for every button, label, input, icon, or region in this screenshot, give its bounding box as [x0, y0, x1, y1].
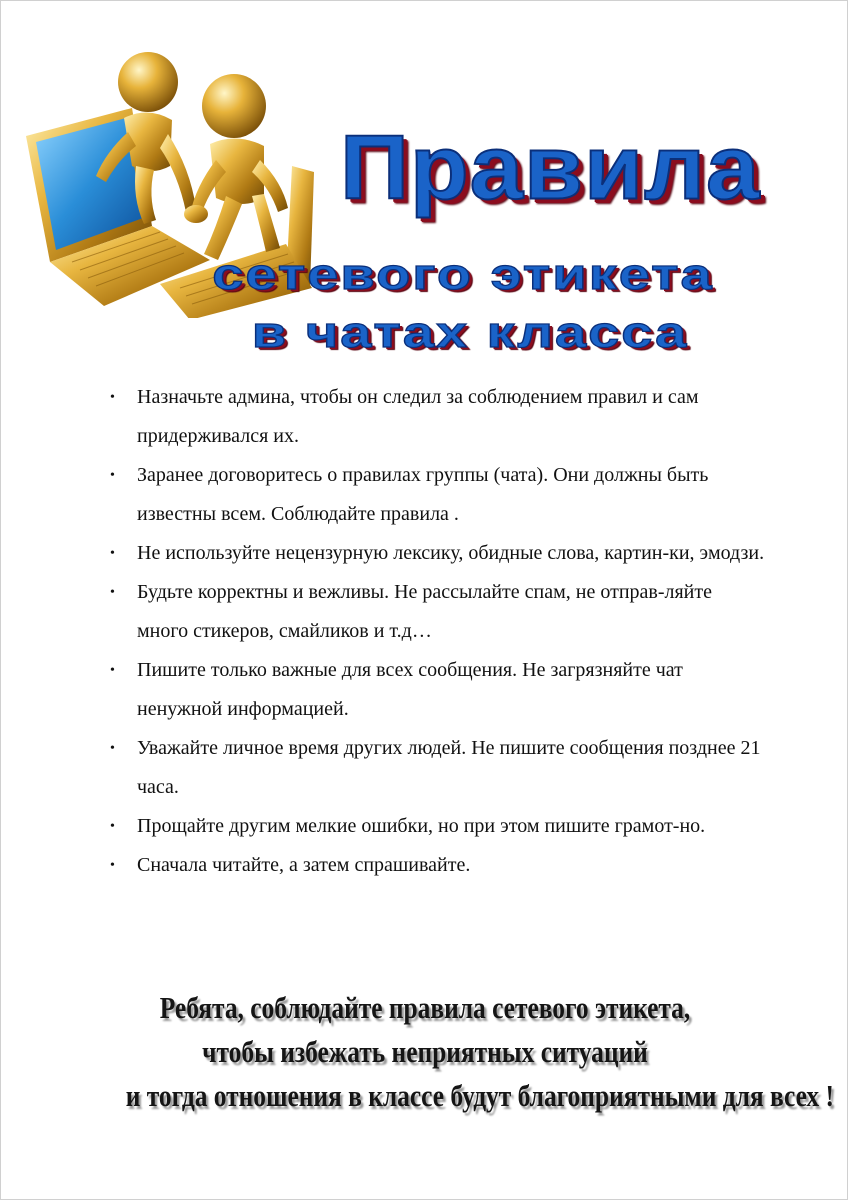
bullet-icon: •	[110, 858, 115, 873]
bullet-icon: •	[110, 663, 115, 678]
bullet-icon: •	[110, 819, 115, 834]
list-item	[108, 651, 768, 729]
list-item	[108, 573, 768, 651]
closing-line-3: и тогда отношения в классе будут благоприятными для всех !	[125, 1078, 834, 1113]
rule-text: Сначала читайте, а затем спрашивайте.	[137, 854, 471, 876]
rule-text: Заранее договоритесь о правилах группы (чата). Они должны быть известны всем. Соблюдайте правила .	[137, 464, 709, 525]
rule-text: Прощайте другим мелкие ошибки, но при этом пишите грамот-но.	[137, 815, 706, 837]
closing-line-1: Ребята, соблюдайте правила сетевого этикета,	[159, 990, 691, 1025]
list-item	[108, 378, 768, 456]
bullet-icon: •	[110, 585, 115, 600]
handshake	[184, 205, 208, 223]
rules-list	[108, 378, 768, 885]
bullet-icon: •	[110, 546, 115, 561]
page-subtitle-line2: в чатах класса	[251, 307, 689, 357]
rule-text: Будьте корректны и вежливы. Не рассылайте спам, не отправ-ляйте много стикеров, смайликов и т.д…	[137, 581, 712, 642]
rule-text: Не используйте нецензурную лексику, обидные слова, картин-ки, эмодзи.	[137, 542, 765, 564]
bullet-icon: •	[110, 741, 115, 756]
rule-text: Уважайте личное время других людей. Не пишите сообщения позднее 21 часа.	[137, 737, 761, 798]
right-figure	[190, 74, 288, 260]
list-item	[108, 807, 768, 846]
list-item	[108, 534, 768, 573]
list-item	[108, 729, 768, 807]
list-item	[108, 456, 768, 534]
bullet-icon: •	[110, 390, 115, 405]
list-item	[108, 846, 768, 885]
bullet-icon: •	[110, 468, 115, 483]
closing-line-2: чтобы избежать неприятных ситуаций	[202, 1034, 648, 1069]
rule-text: Пишите только важные для всех сообщения. Не загрязняйте чат ненужной информацией.	[137, 659, 683, 720]
page-subtitle-line1: сетевого этикета	[212, 249, 714, 299]
rule-text: Назначьте админа, чтобы он следил за соблюдением правил и сам придерживался их.	[137, 386, 699, 447]
page-title: Правила	[340, 116, 761, 219]
closing-message	[125, 986, 834, 1118]
